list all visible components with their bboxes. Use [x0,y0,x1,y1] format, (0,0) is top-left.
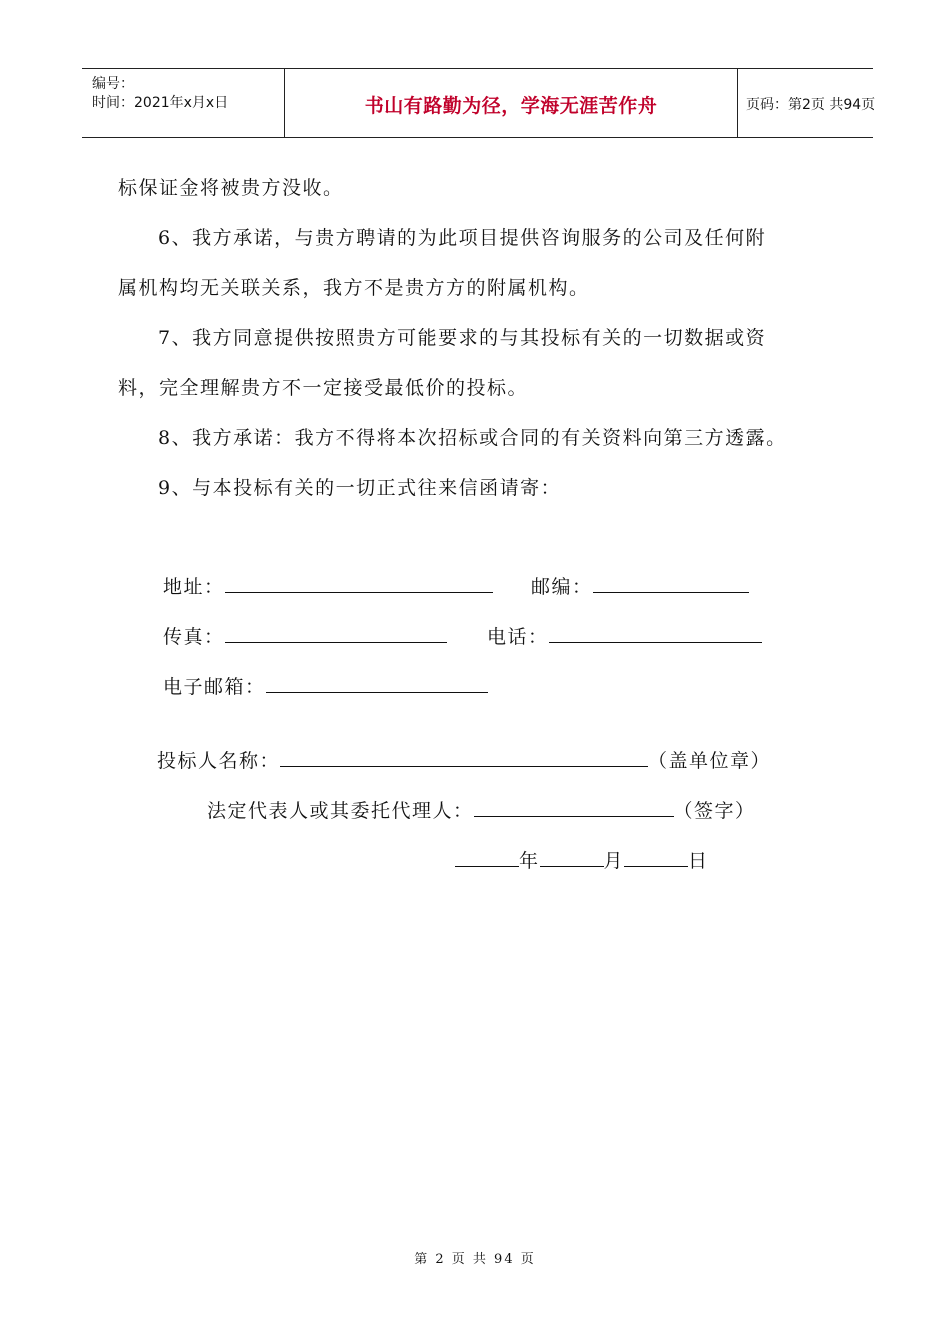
page-header [82,68,876,138]
representative-row [207,796,756,823]
header-motto-cell [284,69,738,137]
bidder-field[interactable] [280,748,648,767]
page-footer: 第 2 页 共 94 页 [414,1252,536,1267]
header-left-cell [82,69,284,137]
postcode-field[interactable] [593,574,749,593]
doc-number-label: 编号： [92,76,134,92]
fax-field[interactable] [225,624,447,643]
header-page-info: 页码：第2页 共94页 [746,97,876,113]
phone-row [487,622,762,649]
day-field[interactable] [624,848,688,867]
body-line-3: 属机构均无关联关系，我方不是贵方方的附属机构。 [118,277,590,299]
header-motto: 书山有路勤为径，学海无涯苦作舟 [364,95,658,117]
bidder-label: 投标人名称： [157,750,281,772]
email-row [163,672,488,699]
postcode-row [531,572,749,599]
body-line-6: 8、我方承诺：我方不得将本次招标或合同的有关资料向第三方透露。 [158,427,787,449]
year-label: 年 [519,850,540,872]
phone-label: 电话： [487,626,549,648]
representative-field[interactable] [474,798,674,817]
address-label: 地址： [163,576,225,598]
doc-time-label: 时间：2021年x月x日 [92,95,229,111]
day-label: 日 [688,850,709,872]
body-line-1: 标保证金将被贵方没收。 [118,177,344,199]
header-right-cell [737,69,876,137]
address-field[interactable] [225,574,493,593]
month-label: 月 [603,850,625,872]
body-line-4: 7、我方同意提供按照贵方可能要求的与其投标有关的一切数据或资 [158,327,767,349]
fax-row [163,622,447,649]
year-field[interactable] [455,848,519,867]
email-label: 电子邮箱： [163,676,266,698]
address-row [163,572,493,599]
body-line-5: 料，完全理解贵方不一定接受最低价的投标。 [118,377,529,399]
sign-note: （签字） [673,800,756,822]
date-row [455,846,709,873]
postcode-label: 邮编： [531,576,593,598]
representative-label: 法定代表人或其委托代理人： [207,800,474,822]
seal-note: （盖单位章） [648,750,772,772]
month-field[interactable] [540,848,604,867]
body-line-2: 6、我方承诺，与贵方聘请的为此项目提供咨询服务的公司及任何附 [158,227,767,249]
fax-label: 传真： [163,626,225,648]
bidder-row [157,746,771,773]
body-line-7: 9、与本投标有关的一切正式往来信函请寄： [158,477,562,499]
email-field[interactable] [266,674,488,693]
phone-field[interactable] [549,624,762,643]
